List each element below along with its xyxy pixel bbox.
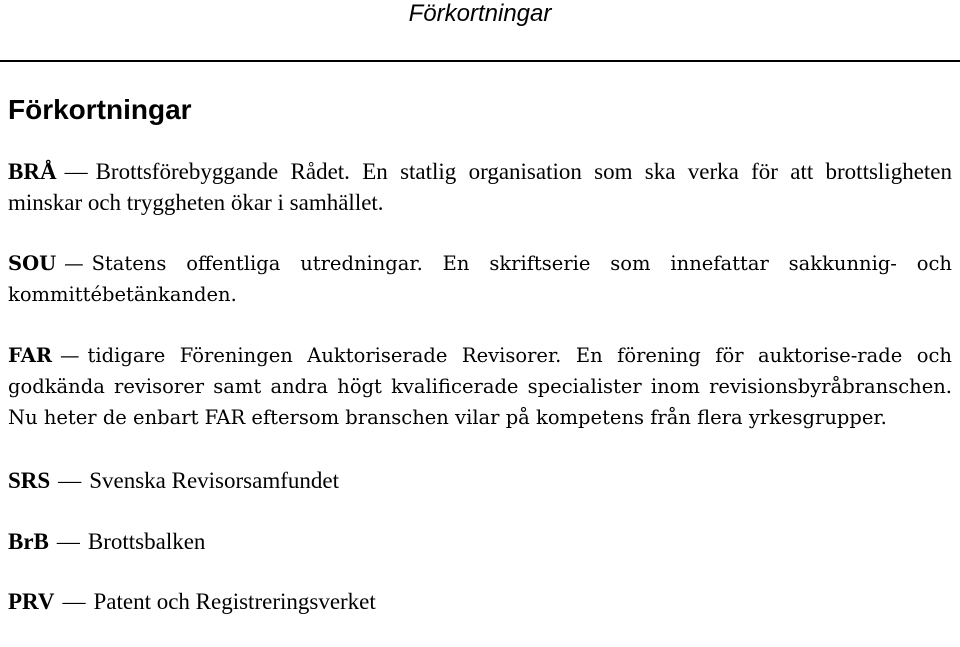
abbreviation-entry-sou [8, 248, 952, 310]
header-divider [0, 60, 960, 62]
abbreviation-term: BrB [8, 528, 49, 554]
abbreviation-entry-brb [8, 527, 952, 558]
abbreviation-entry-prv [8, 587, 952, 618]
abbreviation-definition: Svenska Revisorsamfundet [89, 468, 339, 493]
abbreviation-entry-bra [8, 157, 952, 218]
abbreviation-entry-srs [8, 466, 952, 497]
abbreviation-entry-far [8, 340, 952, 433]
abbreviation-definition: Brottsförebyggande Rådet. En statlig organisation som ska verka för att brottsligheten minskar och tryggheten ökar i samhället. [8, 159, 952, 215]
entry-dash: — [60, 344, 80, 367]
entry-dash: — [64, 252, 84, 275]
entry-dash: — [62, 589, 86, 614]
abbreviation-definition: Brottsbalken [87, 528, 206, 554]
abbreviation-term: SOU [8, 252, 57, 275]
abbreviation-definition: tidigare Föreningen Auktoriserade Revisorer. En förening för auktorise-rade och godkända revisorer samt andra högt kvalificerade specialister inom revisionsbyråbranschen. Nu heter de enbart FAR eftersom branschen vilar på kompetens från flera yrkesgrupper. [8, 344, 952, 429]
page-title: Förkortningar [8, 94, 192, 125]
abbreviation-term: FAR [8, 344, 53, 367]
abbreviation-definition: Patent och Registreringsverket [93, 589, 376, 614]
entry-dash: — [58, 468, 82, 493]
abbreviation-term: BRÅ [8, 159, 57, 184]
entry-dash: — [56, 528, 80, 554]
running-header: Förkortningar [408, 0, 552, 27]
abbreviation-term: PRV [8, 589, 55, 614]
abbreviation-term: SRS [8, 468, 51, 493]
abbreviation-list [8, 157, 952, 618]
entry-dash: — [64, 159, 88, 184]
abbreviation-definition: Statens offentliga utredningar. En skriftserie som innefattar sakkunnig- och kommittébetänkanden. [8, 252, 952, 306]
